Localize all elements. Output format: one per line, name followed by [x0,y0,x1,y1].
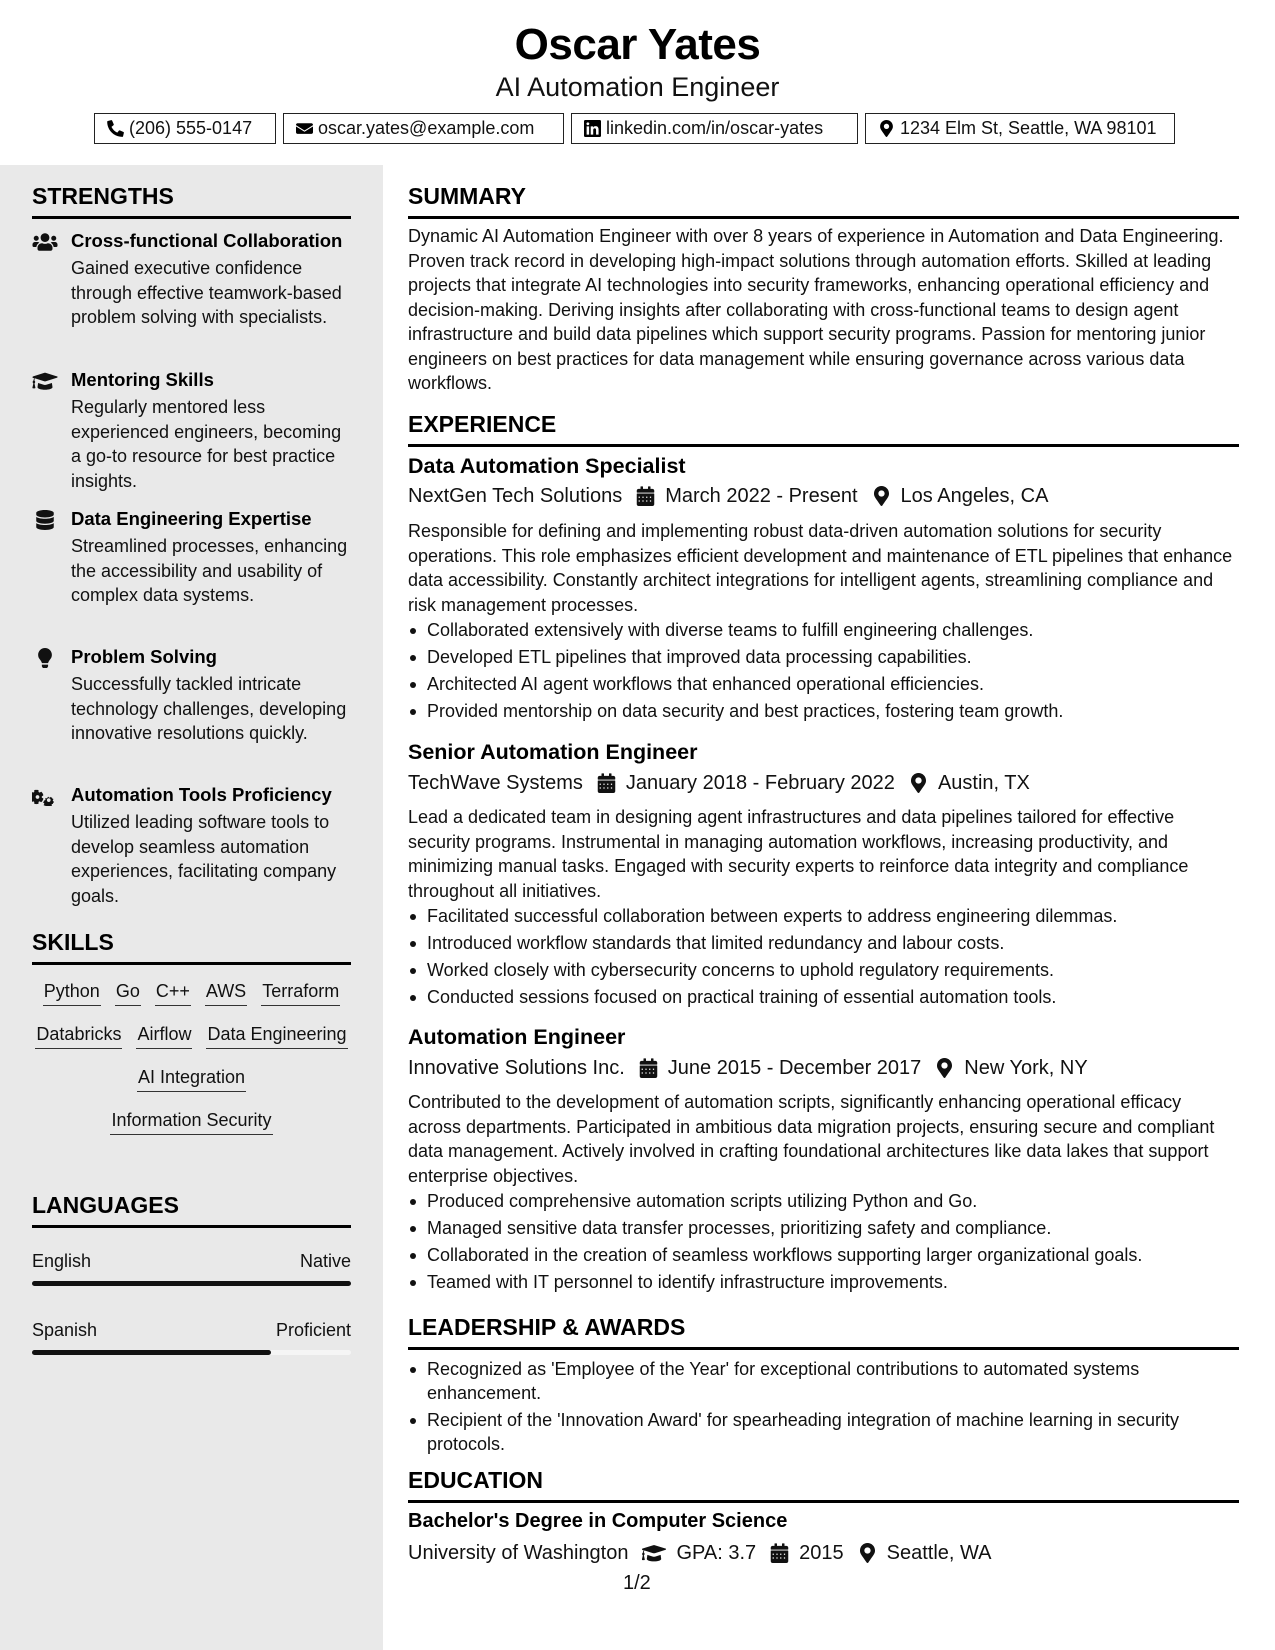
job-location: New York, NY [964,1056,1088,1079]
calendar-icon [636,486,655,506]
map-marker-icon [858,1543,877,1563]
graduation-year: 2015 [799,1541,844,1564]
phone-text: (206) 555-0147 [129,118,253,138]
address-text: 1234 Elm St, Seattle, WA 98101 [900,118,1157,138]
company-name: NextGen Tech Solutions [408,484,623,507]
skill-tag: Terraform [261,980,340,1006]
job-dates: March 2022 - Present [665,484,858,507]
bullet-item: Introduced workflow standards that limited redundancy and labour costs. [408,931,1239,955]
job-dates: January 2018 - February 2022 [625,771,895,794]
job-meta [408,769,1030,797]
experience-heading: EXPERIENCE [408,411,1239,447]
job-description: Contributed to the development of automation scripts, significantly enhancing operational efficacy across departments. Participated in ambitious data migration projects, ensuring secure and compliant data management. Actively involved in crafting foundational architectures like data lakes that support enterprise objectives. [408,1092,1215,1186]
bullet-item: Provided mentorship on data security and best practices, fostering team growth. [408,699,1239,723]
award-item: Recipient of the 'Innovation Award' for spearheading integration of machine learning in security protocols. [408,1408,1239,1456]
strength-name: Problem Solving [71,646,217,667]
calendar-icon [639,1058,658,1078]
contact-bar [94,113,1175,144]
language-name: Spanish [32,1320,98,1340]
database-icon [32,510,58,530]
language-proficiency-fill [32,1281,351,1286]
strength-desc: Gained executive confidence through effective teamwork-based problem solving with specialists. [71,258,342,327]
map-marker-icon [935,1058,954,1078]
map-marker-icon [909,773,928,793]
skill-tag: C++ [155,980,191,1006]
calendar-icon [597,773,616,793]
sidebar [0,165,383,1650]
skill-tag: Python [43,980,101,1006]
skill-tag: Information Security [110,1109,272,1135]
language-item [32,1320,351,1355]
skill-tag: AWS [205,980,247,1006]
envelope-icon [296,120,313,137]
summary-text: Dynamic AI Automation Engineer with over 8 years of experience in Automation and Data Engineering. Proven track record in developing high-impact solutions through automation efforts. Skilled at leading projects that integrate AI technologies into security frameworks, enhancing operational efficiency and decision-making. Deriving insights after collaborating with cross-functional teams to design agent infrastructure and build data pipelines which support security programs. Passion for mentoring junior engineers on best practices for data management while ensuring governance across various data workflows. [408,226,1224,393]
skills-list [32,980,351,1135]
job-bullets [408,618,1239,726]
phone-icon [107,120,124,137]
awards-list [408,1357,1239,1459]
graduation-cap-icon [32,371,58,391]
language-name: English [32,1251,92,1271]
bullet-item: Worked closely with cybersecurity concerns to uphold regulatory requirements. [408,958,1239,982]
job-location: Los Angeles, CA [900,484,1049,507]
job-title: Senior Automation Engineer [408,740,698,764]
strength-name: Mentoring Skills [71,369,214,390]
job-meta [408,1054,1088,1082]
strength-desc: Regularly mentored less experienced engineers, becoming a go-to resource for best practice insights. [71,397,342,491]
strength-name: Cross-functional Collaboration [71,230,343,251]
language-level: Native [299,1251,351,1271]
strengths-heading: STRENGTHS [32,183,351,219]
bullet-item: Teamed with IT personnel to identify infrastructure improvements. [408,1270,1239,1294]
candidate-title: AI Automation Engineer [495,72,780,102]
degree-title: Bachelor's Degree in Computer Science [408,1510,788,1532]
strength-desc: Successfully tackled intricate technology challenges, developing innovative resolutions quickly. [71,674,347,743]
skill-tag: Data Engineering [206,1023,347,1049]
gears-icon [32,786,58,806]
graduation-cap-icon [642,1543,666,1563]
languages-heading: LANGUAGES [32,1192,351,1228]
users-icon [32,232,58,252]
company-name: Innovative Solutions Inc. [408,1056,625,1079]
job-description: Lead a dedicated team in designing agent infrastructures and data pipelines tailored for effective security programs. Instrumental in managing automation workflows, increasing productivity, and minimizing manual tasks. Engaged with security experts to reinforce data integrity and compliance throughout all initiatives. [408,807,1189,901]
strength-desc: Streamlined processes, enhancing the accessibility and usability of complex data systems. [71,536,348,605]
job-bullets [408,904,1239,1012]
job-meta [408,482,1048,510]
bullet-item: Collaborated extensively with diverse teams to fulfill engineering challenges. [408,618,1239,642]
job-title: Automation Engineer [408,1025,626,1049]
skill-tag: Databricks [35,1023,122,1049]
language-item [32,1251,351,1286]
contact-email[interactable] [283,113,564,144]
job-location: Austin, TX [937,771,1030,794]
contact-linkedin[interactable] [571,113,858,144]
gpa: GPA: 3.7 [676,1541,757,1564]
strength-desc: Utilized leading software tools to develop seamless automation experiences, facilitating company goals. [71,812,337,906]
job-dates: June 2015 - December 2017 [667,1056,922,1079]
bullet-item: Collaborated in the creation of seamless workflows supporting larger organizational goals. [408,1243,1239,1267]
bullet-item: Developed ETL pipelines that improved data processing capabilities. [408,645,1239,669]
language-level: Proficient [275,1320,351,1340]
awards-heading: LEADERSHIP & AWARDS [408,1314,1239,1350]
language-proficiency-fill [32,1350,271,1355]
map-marker-icon [878,120,895,137]
job-description: Responsible for defining and implementing robust data-driven automation solutions for security operations. This role emphasizes efficient development and maintenance of ETL pipelines that enhance data accessibility. Constantly architect integrations for intelligent agents, streamlining compliance and risk management processes. [408,521,1233,615]
contact-address [865,113,1175,144]
resume-header [0,0,1275,165]
page-number: 1/2 [623,1572,651,1594]
bullet-item: Managed sensitive data transfer processes, prioritizing safety and compliance. [408,1216,1239,1240]
language-proficiency-bar [32,1281,351,1286]
skill-tag: Go [115,980,141,1006]
job-bullets [408,1189,1239,1297]
award-item: Recognized as 'Employee of the Year' for exceptional contributions to automated systems enhancement. [408,1357,1239,1405]
bullet-item: Produced comprehensive automation scripts utilizing Python and Go. [408,1189,1239,1213]
linkedin-text: linkedin.com/in/oscar-yates [606,118,824,138]
contact-phone[interactable] [94,113,276,144]
calendar-icon [770,1543,789,1563]
skills-heading: SKILLS [32,929,351,965]
bullet-item: Architected AI agent workflows that enhanced operational efficiencies. [408,672,1239,696]
skill-tag: Airflow [136,1023,192,1049]
lightbulb-icon [32,648,58,668]
linkedin-icon [584,120,601,137]
bullet-item: Facilitated successful collaboration between experts to address engineering dilemmas. [408,904,1239,928]
summary-heading: SUMMARY [408,183,1239,219]
school-location: Seattle, WA [886,1541,992,1564]
strength-name: Data Engineering Expertise [71,508,312,529]
language-proficiency-bar [32,1350,351,1355]
job-title: Data Automation Specialist [408,454,686,478]
school-name: University of Washington [408,1541,629,1564]
email-text: oscar.yates@example.com [318,118,535,138]
candidate-name: Oscar Yates [514,20,761,69]
strength-name: Automation Tools Proficiency [71,784,332,805]
education-meta [408,1539,992,1567]
bullet-item: Conducted sessions focused on practical training of essential automation tools. [408,985,1239,1009]
education-heading: EDUCATION [408,1467,1239,1503]
company-name: TechWave Systems [408,771,583,794]
map-marker-icon [872,486,891,506]
skill-tag: AI Integration [137,1066,246,1092]
